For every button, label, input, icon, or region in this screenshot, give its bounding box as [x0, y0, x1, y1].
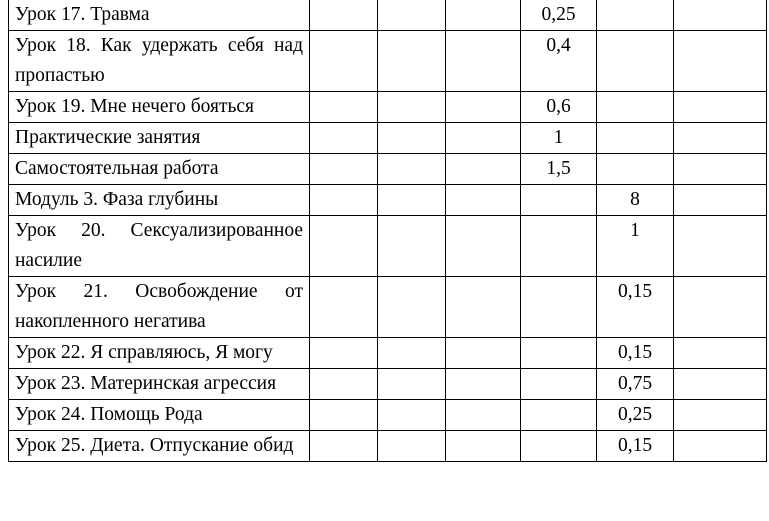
- hours-cell: [674, 154, 767, 185]
- hours-cell: [310, 338, 378, 369]
- hours-cell: [446, 369, 521, 400]
- hours-cell: [674, 31, 767, 92]
- hours-cell: [446, 431, 521, 462]
- hours-cell: [446, 216, 521, 277]
- hours-cell: [378, 216, 446, 277]
- hours-cell: [378, 31, 446, 92]
- hours-cell: [446, 277, 521, 338]
- hours-cell: [310, 431, 378, 462]
- hours-cell: [674, 0, 767, 31]
- hours-cell: [674, 431, 767, 462]
- hours-cell: 8: [597, 185, 674, 216]
- hours-cell: [310, 400, 378, 431]
- hours-cell: [597, 123, 674, 154]
- lesson-name-cell: Урок 18. Как удержать себя над пропастью: [9, 31, 310, 92]
- table-row: [9, 338, 767, 369]
- lesson-name-cell: Модуль 3. Фаза глубины: [9, 185, 310, 216]
- lesson-name-cell: Урок 23. Материнская агрессия: [9, 369, 310, 400]
- hours-cell: [674, 400, 767, 431]
- table-row: [9, 431, 767, 462]
- hours-cell: [674, 338, 767, 369]
- hours-cell: [597, 0, 674, 31]
- table-row: [9, 185, 767, 216]
- hours-cell: [310, 369, 378, 400]
- table-row: [9, 154, 767, 185]
- hours-cell: [310, 216, 378, 277]
- hours-cell: [597, 154, 674, 185]
- hours-cell: [446, 123, 521, 154]
- table-row: [9, 0, 767, 31]
- hours-cell: [310, 0, 378, 31]
- hours-cell: [521, 431, 597, 462]
- hours-cell: [521, 369, 597, 400]
- hours-cell: [521, 400, 597, 431]
- hours-cell: [310, 277, 378, 338]
- hours-cell: [521, 277, 597, 338]
- hours-cell: [310, 92, 378, 123]
- hours-cell: [378, 0, 446, 31]
- lesson-name-cell: Урок 20. Сексуализированное насилие: [9, 216, 310, 277]
- hours-cell: [446, 400, 521, 431]
- hours-cell: 0,25: [597, 400, 674, 431]
- hours-cell: [521, 216, 597, 277]
- hours-cell: [674, 123, 767, 154]
- hours-cell: [597, 31, 674, 92]
- hours-cell: [378, 154, 446, 185]
- hours-cell: [378, 123, 446, 154]
- hours-cell: [597, 92, 674, 123]
- hours-cell: 0,15: [597, 277, 674, 338]
- lesson-name-cell: Самостоятельная работа: [9, 154, 310, 185]
- hours-cell: [446, 338, 521, 369]
- hours-cell: [378, 369, 446, 400]
- lesson-name-cell: Урок 24. Помощь Рода: [9, 400, 310, 431]
- hours-cell: [310, 123, 378, 154]
- hours-cell: [521, 338, 597, 369]
- hours-cell: [310, 31, 378, 92]
- hours-cell: [378, 400, 446, 431]
- hours-cell: [674, 185, 767, 216]
- hours-cell: [446, 154, 521, 185]
- lesson-name-cell: Урок 19. Мне нечего бояться: [9, 92, 310, 123]
- hours-cell: [446, 185, 521, 216]
- hours-cell: 1,5: [521, 154, 597, 185]
- hours-cell: 1: [597, 216, 674, 277]
- table-row: [9, 277, 767, 338]
- hours-cell: [378, 92, 446, 123]
- hours-cell: 0,15: [597, 431, 674, 462]
- hours-cell: [674, 277, 767, 338]
- hours-cell: [521, 185, 597, 216]
- table-row: [9, 31, 767, 92]
- hours-cell: 1: [521, 123, 597, 154]
- hours-cell: [674, 369, 767, 400]
- hours-cell: [378, 277, 446, 338]
- lesson-name-cell: Урок 25. Диета. Отпускание обид: [9, 431, 310, 462]
- table-row: [9, 216, 767, 277]
- table-row: [9, 369, 767, 400]
- table-row: [9, 400, 767, 431]
- lesson-name-cell: Урок 17. Травма: [9, 0, 310, 31]
- hours-cell: 0,6: [521, 92, 597, 123]
- table-row: [9, 92, 767, 123]
- hours-cell: [446, 92, 521, 123]
- lesson-name-cell: Практические занятия: [9, 123, 310, 154]
- hours-cell: 0,25: [521, 0, 597, 31]
- lesson-name-cell: Урок 22. Я справляюсь, Я могу: [9, 338, 310, 369]
- hours-cell: [674, 216, 767, 277]
- hours-cell: [378, 185, 446, 216]
- hours-cell: [446, 31, 521, 92]
- hours-cell: 0,75: [597, 369, 674, 400]
- hours-cell: [310, 154, 378, 185]
- table-body: [9, 0, 767, 462]
- table-row: [9, 123, 767, 154]
- hours-cell: 0,4: [521, 31, 597, 92]
- lesson-name-cell: Урок 21. Освобождение от накопленного негатива: [9, 277, 310, 338]
- hours-cell: [674, 92, 767, 123]
- course-hours-table: [8, 0, 767, 462]
- hours-cell: [446, 0, 521, 31]
- hours-cell: [378, 338, 446, 369]
- hours-cell: [378, 431, 446, 462]
- hours-cell: [310, 185, 378, 216]
- hours-cell: 0,15: [597, 338, 674, 369]
